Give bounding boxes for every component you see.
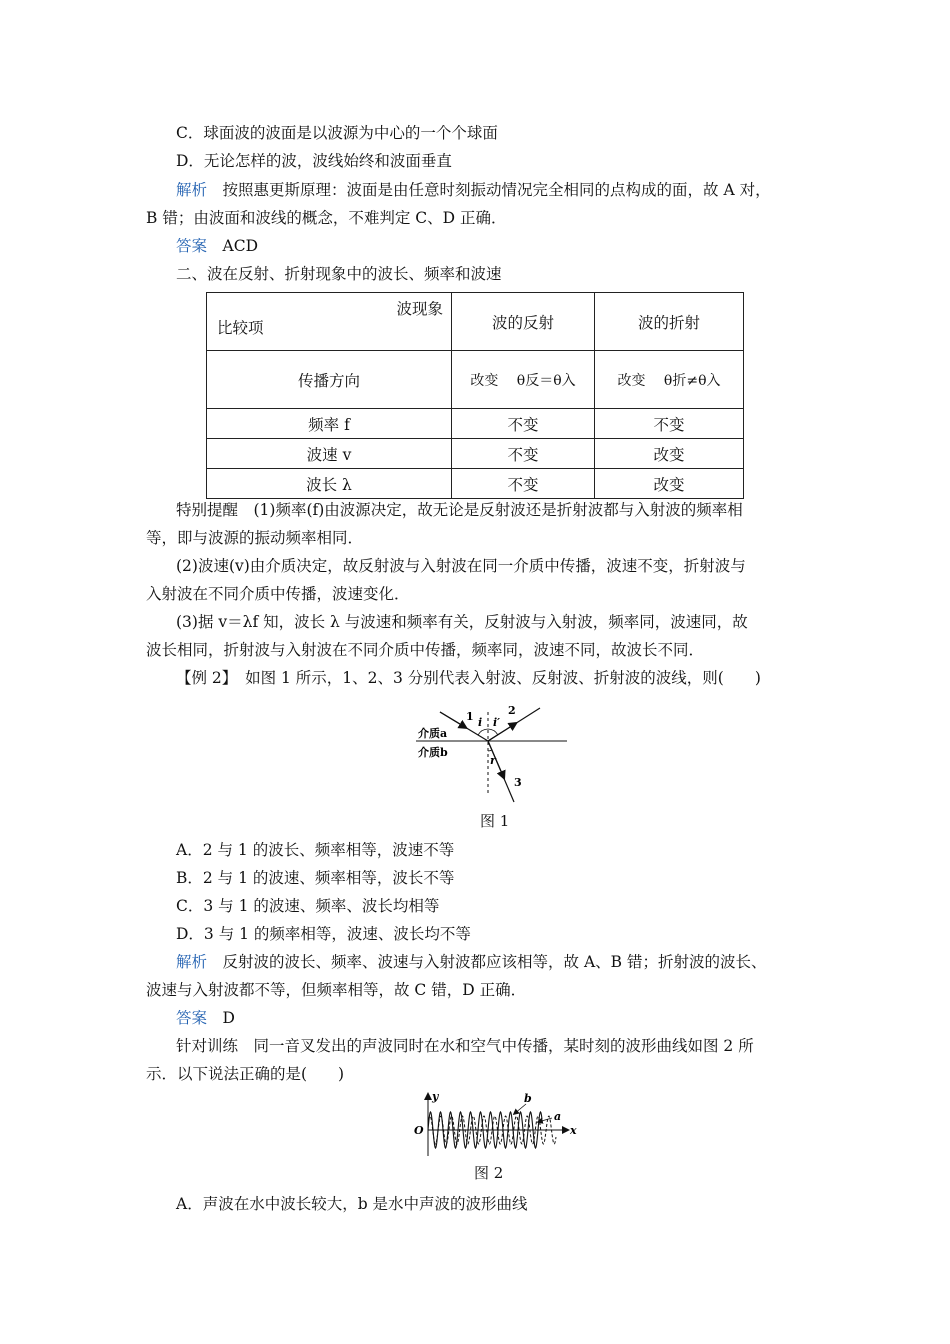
axis-label-x: x xyxy=(570,1124,577,1137)
example-label: 【例 2】 xyxy=(176,669,230,687)
row-label: 频率 f xyxy=(207,409,452,439)
header-refraction: 波的折射 xyxy=(595,293,744,351)
figure-1-caption: 图 1 xyxy=(480,812,510,830)
table-corner-cell xyxy=(207,293,452,351)
option-c: C．3 与 1 的波速、频率、波长均相等 xyxy=(176,897,440,915)
axis-label-y: y xyxy=(432,1090,439,1103)
angle-label-i: i xyxy=(478,716,483,729)
answer-value: ACD xyxy=(222,237,259,255)
analysis-text: 按照惠更斯原理：波面是由任意时刻振动情况完全相同的点构成的面，故 A 对， xyxy=(222,181,771,199)
figure-2-caption: 图 2 xyxy=(474,1164,504,1182)
header-wave-phenomenon: 波现象 xyxy=(396,300,443,318)
answer-label: 答案 xyxy=(176,237,208,255)
ray-label-1: 1 xyxy=(466,710,474,723)
angle-arc-i2 xyxy=(488,729,498,735)
training-line-2: 示．以下说法正确的是( ) xyxy=(146,1065,345,1083)
angle-arc-r xyxy=(488,750,492,751)
section-2-title: 二、波在反射、折射现象中的波长、频率和波速 xyxy=(176,265,502,283)
curve-label-b: b xyxy=(524,1092,532,1105)
option-a: A．2 与 1 的波长、频率相等，波速不等 xyxy=(176,841,455,859)
analysis-2-line-1 xyxy=(176,952,766,972)
answer-value: D xyxy=(222,1009,235,1027)
cell-reflect: 改变 θ反＝θ入 xyxy=(452,351,595,409)
table-row xyxy=(207,469,744,499)
header-reflection: 波的反射 xyxy=(452,293,595,351)
cell-reflect: 不变 xyxy=(452,469,595,499)
row-label: 波长 λ xyxy=(207,469,452,499)
angle-arc-i xyxy=(478,729,488,735)
cell-reflect: 不变 xyxy=(452,409,595,439)
training-line-1: 针对训练 同一音叉发出的声波同时在水和空气中传播，某时刻的波形曲线如图 2 所 xyxy=(176,1037,754,1055)
tip-line-6: 波长相同，折射波与入射波在不同介质中传播，频率同，波速不同，故波长不同． xyxy=(146,641,705,659)
table-row xyxy=(207,351,744,409)
medium-a-label: 介质a xyxy=(418,727,448,740)
tip-line-5: (3)据 v＝λf 知，波长 λ 与波速和频率有关，反射波与入射波，频率同，波速同，故 xyxy=(176,613,748,631)
header-comparison-item: 比较项 xyxy=(217,319,264,337)
cell-refract: 改变 xyxy=(595,469,744,499)
ray-label-2: 2 xyxy=(508,704,516,717)
option-c-top: C．球面波的波面是以波源为中心的一个个球面 xyxy=(176,124,498,142)
answer-2 xyxy=(176,1008,235,1028)
tip-line-4: 入射波在不同介质中传播，波速变化． xyxy=(146,585,410,603)
cell-refract: 不变 xyxy=(595,409,744,439)
incident-ray-arrow xyxy=(440,712,466,728)
origin-label: O xyxy=(414,1124,424,1137)
option-d-top: D．无论怎样的波，波线始终和波面垂直 xyxy=(176,152,452,170)
option-b: B．2 与 1 的波速、频率相等，波长不等 xyxy=(176,869,455,887)
ray-label-3: 3 xyxy=(514,776,522,789)
tip-line-2: 等，即与波源的振动频率相同． xyxy=(146,529,364,547)
comparison-table xyxy=(206,292,744,499)
analysis-1-line-2: B 错；由波面和波线的概念，不难判定 C、D 正确． xyxy=(146,209,507,227)
angle-label-r: r xyxy=(490,754,496,767)
tip-line-1: 特别提醒 (1)频率(f)由波源决定，故无论是反射波还是折射波都与入射波的频率相 xyxy=(176,501,743,519)
table-row xyxy=(207,439,744,469)
example-2 xyxy=(176,668,761,688)
analysis-label: 解析 xyxy=(176,953,208,971)
cell-reflect: 不变 xyxy=(452,439,595,469)
answer-1 xyxy=(176,236,258,256)
row-label: 传播方向 xyxy=(207,351,452,409)
analysis-1-line-1 xyxy=(176,180,771,200)
analysis-2-line-2: 波速与入射波都不等，但频率相等，故 C 错，D 正确． xyxy=(146,981,527,999)
cell-refract: 改变 θ折≠θ入 xyxy=(595,351,744,409)
medium-b-label: 介质b xyxy=(418,746,448,759)
example-text: 如图 1 所示，1、2、3 分别代表入射波、反射波、折射波的波线，则( ) xyxy=(245,669,761,687)
row-label: 波速 v xyxy=(207,439,452,469)
analysis-text: 反射波的波长、频率、波速与入射波都应该相等，故 A、B 错；折射波的波长、 xyxy=(222,953,767,971)
training-option-a: A．声波在水中波长较大，b 是水中声波的波形曲线 xyxy=(176,1195,528,1213)
table-row xyxy=(207,409,744,439)
analysis-label: 解析 xyxy=(176,181,208,199)
figure-2-waveform-diagram xyxy=(410,1090,580,1160)
answer-label: 答案 xyxy=(176,1009,208,1027)
tip-line-3: (2)波速(v)由介质决定，故反射波与入射波在同一介质中传播，波速不变，折射波与 xyxy=(176,557,746,575)
cell-refract: 改变 xyxy=(595,439,744,469)
figure-1-refraction-diagram xyxy=(412,698,572,808)
curve-label-a: a xyxy=(554,1110,562,1123)
option-d: D．3 与 1 的频率相等，波速、波长均不等 xyxy=(176,925,471,943)
angle-label-i2: i′ xyxy=(493,716,501,729)
